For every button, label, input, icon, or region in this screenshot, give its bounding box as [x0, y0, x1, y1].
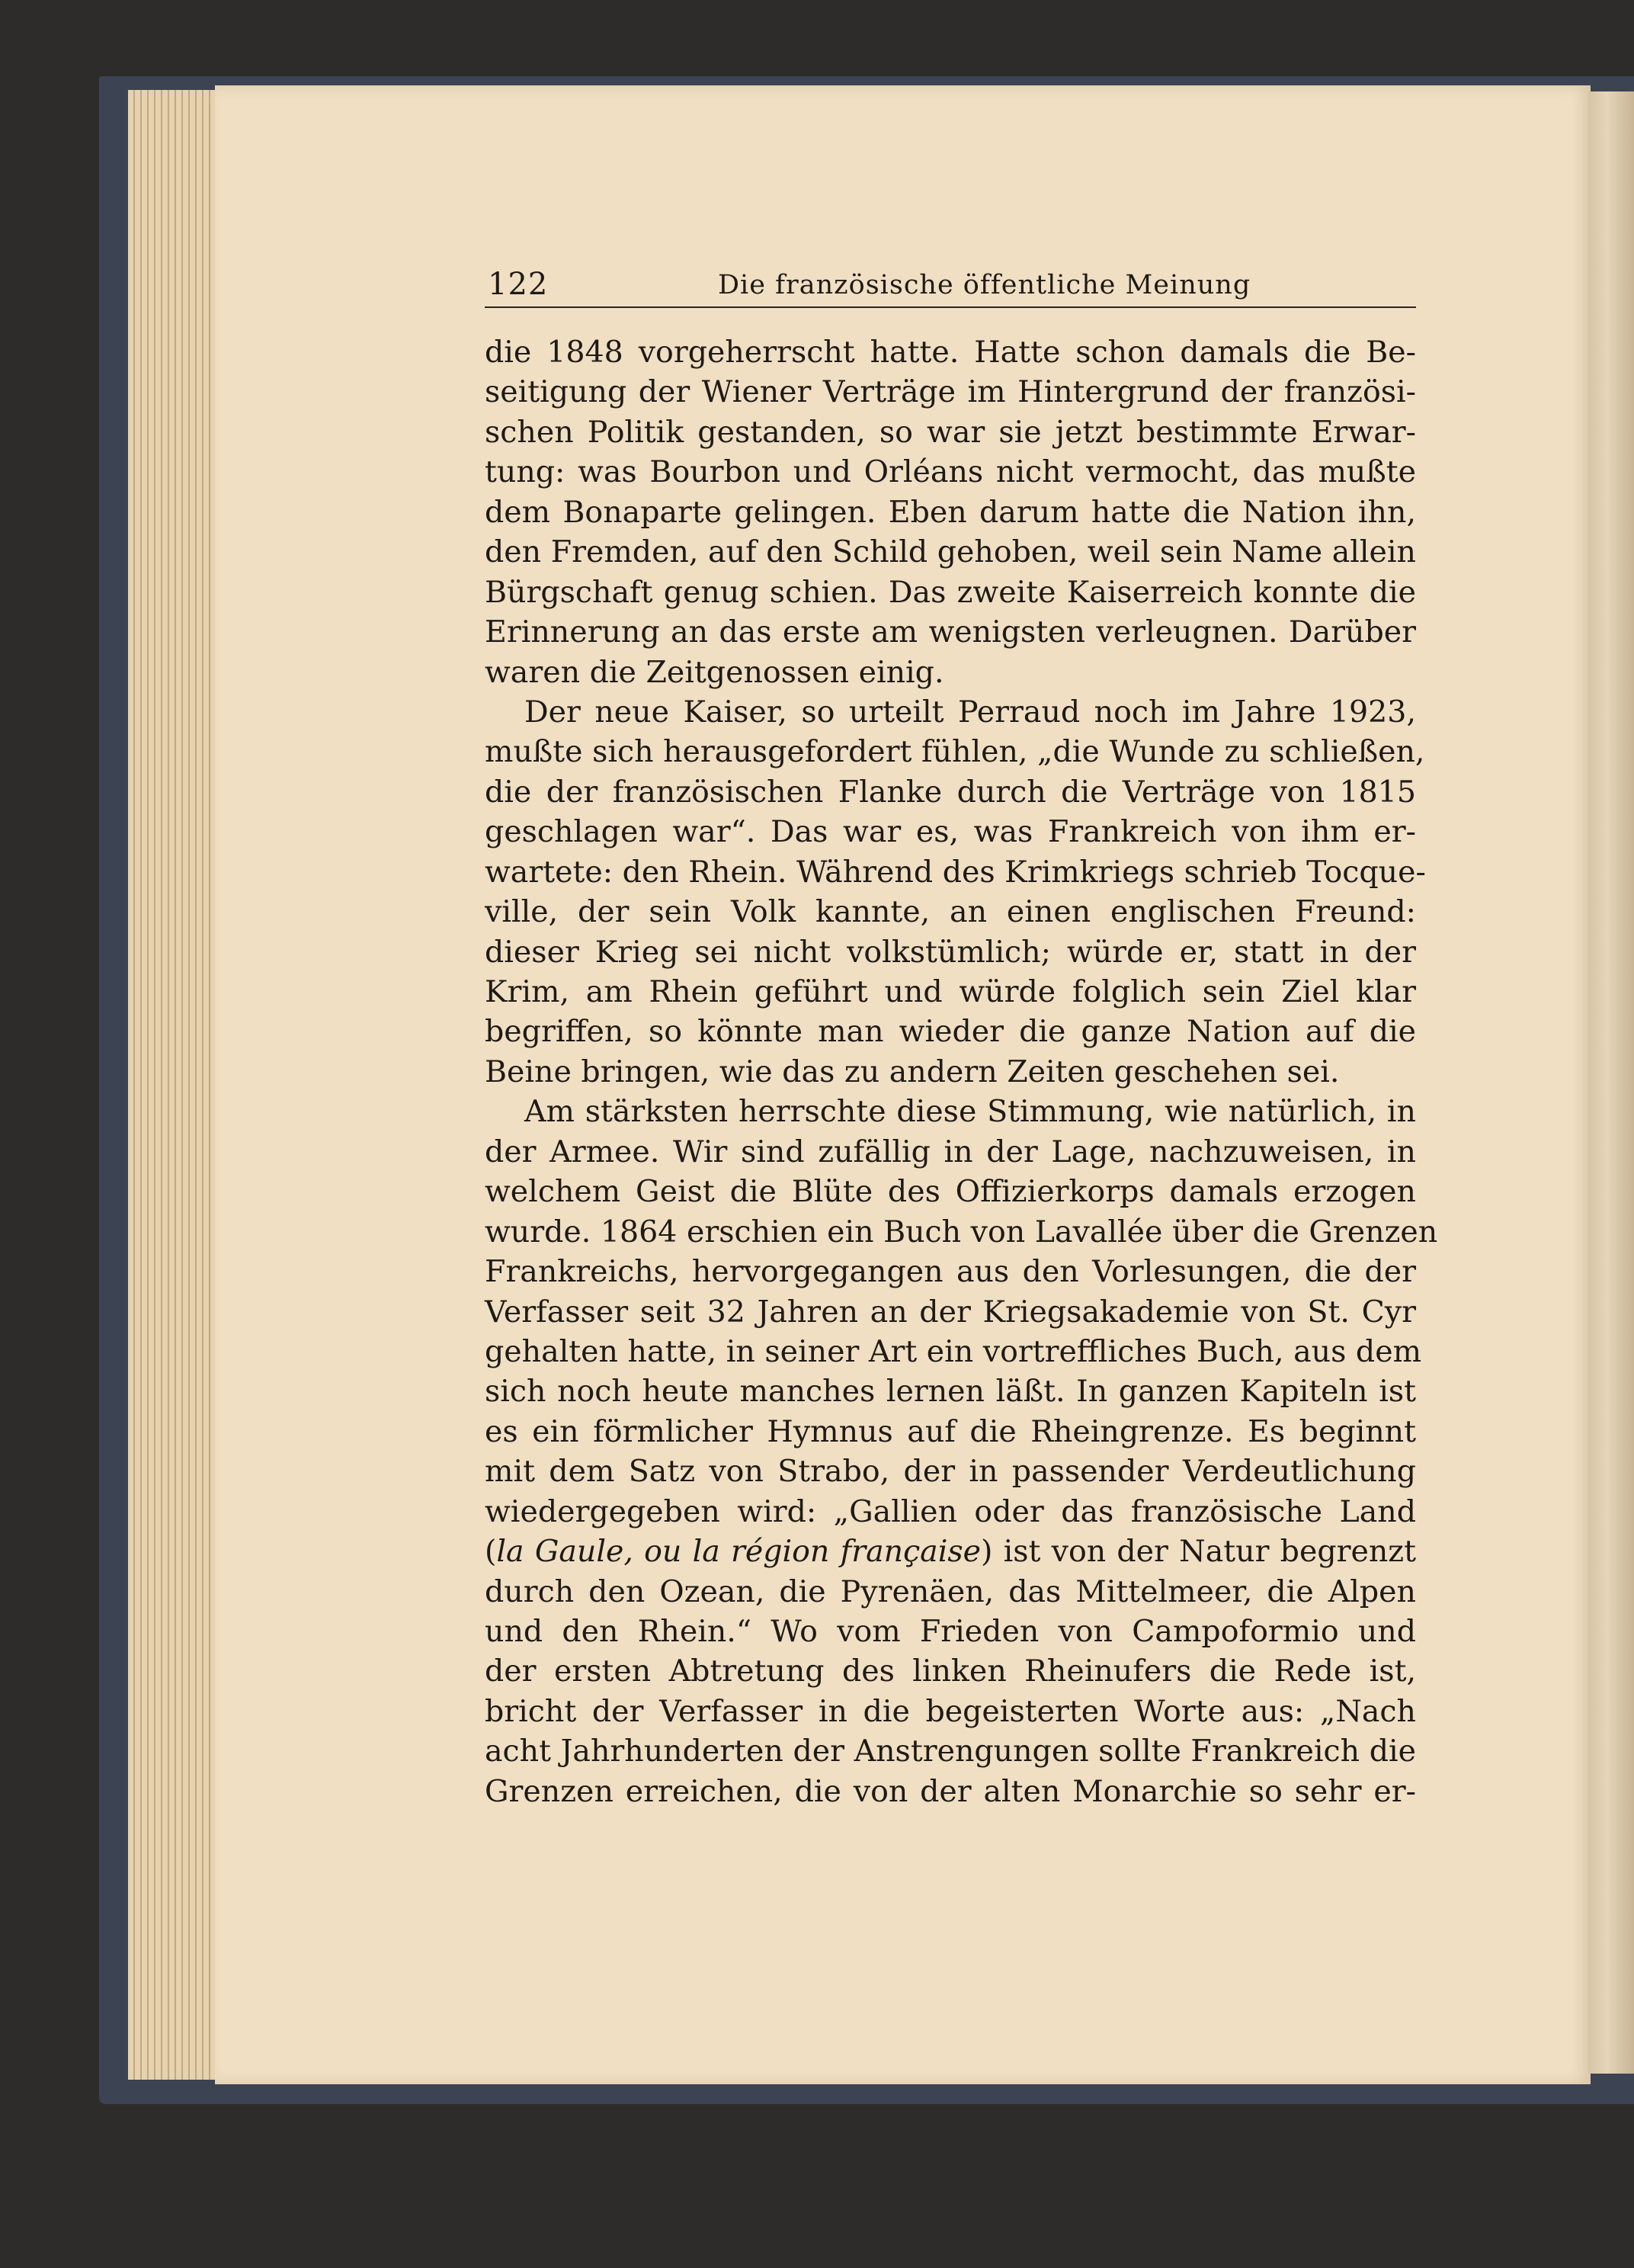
text-line: der ersten Abtretung des linken Rheinufers die Rede ist,: [485, 1654, 1416, 1689]
running-title: Die französische öffentliche Meinung: [718, 270, 1251, 300]
text-line-italic: [485, 1532, 1416, 1571]
text-line: Beine bringen, wie das zu andern Zeiten geschehen sei.: [485, 1054, 1340, 1089]
text-line: dem Bonaparte gelingen. Eben darum hatte die Nation ihn,: [485, 494, 1416, 530]
text-line: ville, der sein Volk kannte, an einen englischen Freund:: [485, 894, 1416, 930]
text-line: wiedergegeben wird: „Gallien oder das französische Land: [485, 1493, 1416, 1529]
text-line: und den Rhein.“ Wo vom Frieden von Campoformio und: [485, 1614, 1416, 1649]
text-line: dieser Krieg sei nicht volkstümlich; würde er, statt in der: [485, 934, 1416, 970]
text-line: Frankreichs, hervorgegangen aus den Vorlesungen, die der: [485, 1254, 1416, 1290]
text-line: mußte sich herausgefordert fühlen, „die Wunde zu schließen,: [485, 734, 1425, 770]
text-line: tung: was Bourbon und Orléans nicht vermocht, das mußte: [485, 454, 1416, 490]
text-line: geschlagen war“. Das war es, was Frankreich von ihm er-: [485, 814, 1416, 850]
text-line: wartete: den Rhein. Während des Krimkriegs schrieb Tocque-: [485, 854, 1426, 890]
page-header: [485, 267, 1416, 308]
text-line: die der französischen Flanke durch die Verträge von 1815: [485, 774, 1416, 810]
text-line: waren die Zeitgenossen einig.: [485, 654, 944, 690]
text-line: welchem Geist die Blüte des Offizierkorps damals erzogen: [485, 1174, 1416, 1210]
text-line: die 1848 vorgeherrscht hatte. Hatte schon damals die Be-: [485, 335, 1416, 370]
text-line: durch den Ozean, die Pyrenäen, das Mittelmeer, die Alpen: [485, 1573, 1416, 1609]
text-line: Bürgschaft genug schien. Das zweite Kaiserreich konnte die: [485, 574, 1416, 610]
text-line: seitigung der Wiener Verträge im Hintergrund der französi-: [485, 374, 1416, 410]
text-line: mit dem Satz von Strabo, der in passender Verdeutlichung: [485, 1454, 1416, 1490]
text-line: Am stärksten herrschte diese Stimmung, wie natürlich, in: [524, 1094, 1416, 1130]
text-line: wurde. 1864 erschien ein Buch von Lavallée über die Grenzen: [485, 1214, 1438, 1249]
body-text: [485, 332, 1438, 1811]
text-line: begriffen, so könnte man wieder die ganze Nation auf die: [485, 1014, 1416, 1050]
line-rest: ) ist von der Natur begrenzt: [981, 1534, 1416, 1570]
text-line: Krim, am Rhein geführt und würde folglich sein Ziel klar: [485, 974, 1416, 1009]
text-line: acht Jahrhunderten der Anstrengungen sollte Frankreich die: [485, 1734, 1416, 1769]
text-line: Der neue Kaiser, so urteilt Perraud noch im Jahre 1923,: [524, 694, 1416, 730]
italic-quote: la Gaule, ou la région française: [496, 1534, 982, 1570]
page-edges: [128, 90, 219, 2080]
text-line: der Armee. Wir sind zufällig in der Lage, nachzuweisen, in: [485, 1134, 1416, 1169]
text-line: schen Politik gestanden, so war sie jetzt bestimmte Erwar-: [485, 414, 1416, 450]
text-line: den Fremden, auf den Schild gehoben, weil sein Name allein: [485, 534, 1416, 570]
text-line: sich noch heute manches lernen läßt. In ganzen Kapiteln ist: [485, 1374, 1416, 1410]
page-gutter: [1588, 91, 1634, 2074]
page-number: 122: [488, 267, 549, 302]
text-line: Verfasser seit 32 Jahren an der Kriegsakademie von St. Cyr: [485, 1294, 1416, 1330]
text-line: Grenzen erreichen, die von der alten Monarchie so sehr er-: [485, 1773, 1416, 1809]
text-line: Erinnerung an das erste am wenigsten verleugnen. Darüber: [485, 614, 1416, 650]
text-line: bricht der Verfasser in die begeisterten Worte aus: „Nach: [485, 1693, 1416, 1729]
text-line: gehalten hatte, in seiner Art ein vortreffliches Buch, aus dem: [485, 1333, 1422, 1369]
text-line: es ein förmlicher Hymnus auf die Rheingrenze. Es beginnt: [485, 1413, 1416, 1449]
paren-open: (: [485, 1534, 497, 1570]
